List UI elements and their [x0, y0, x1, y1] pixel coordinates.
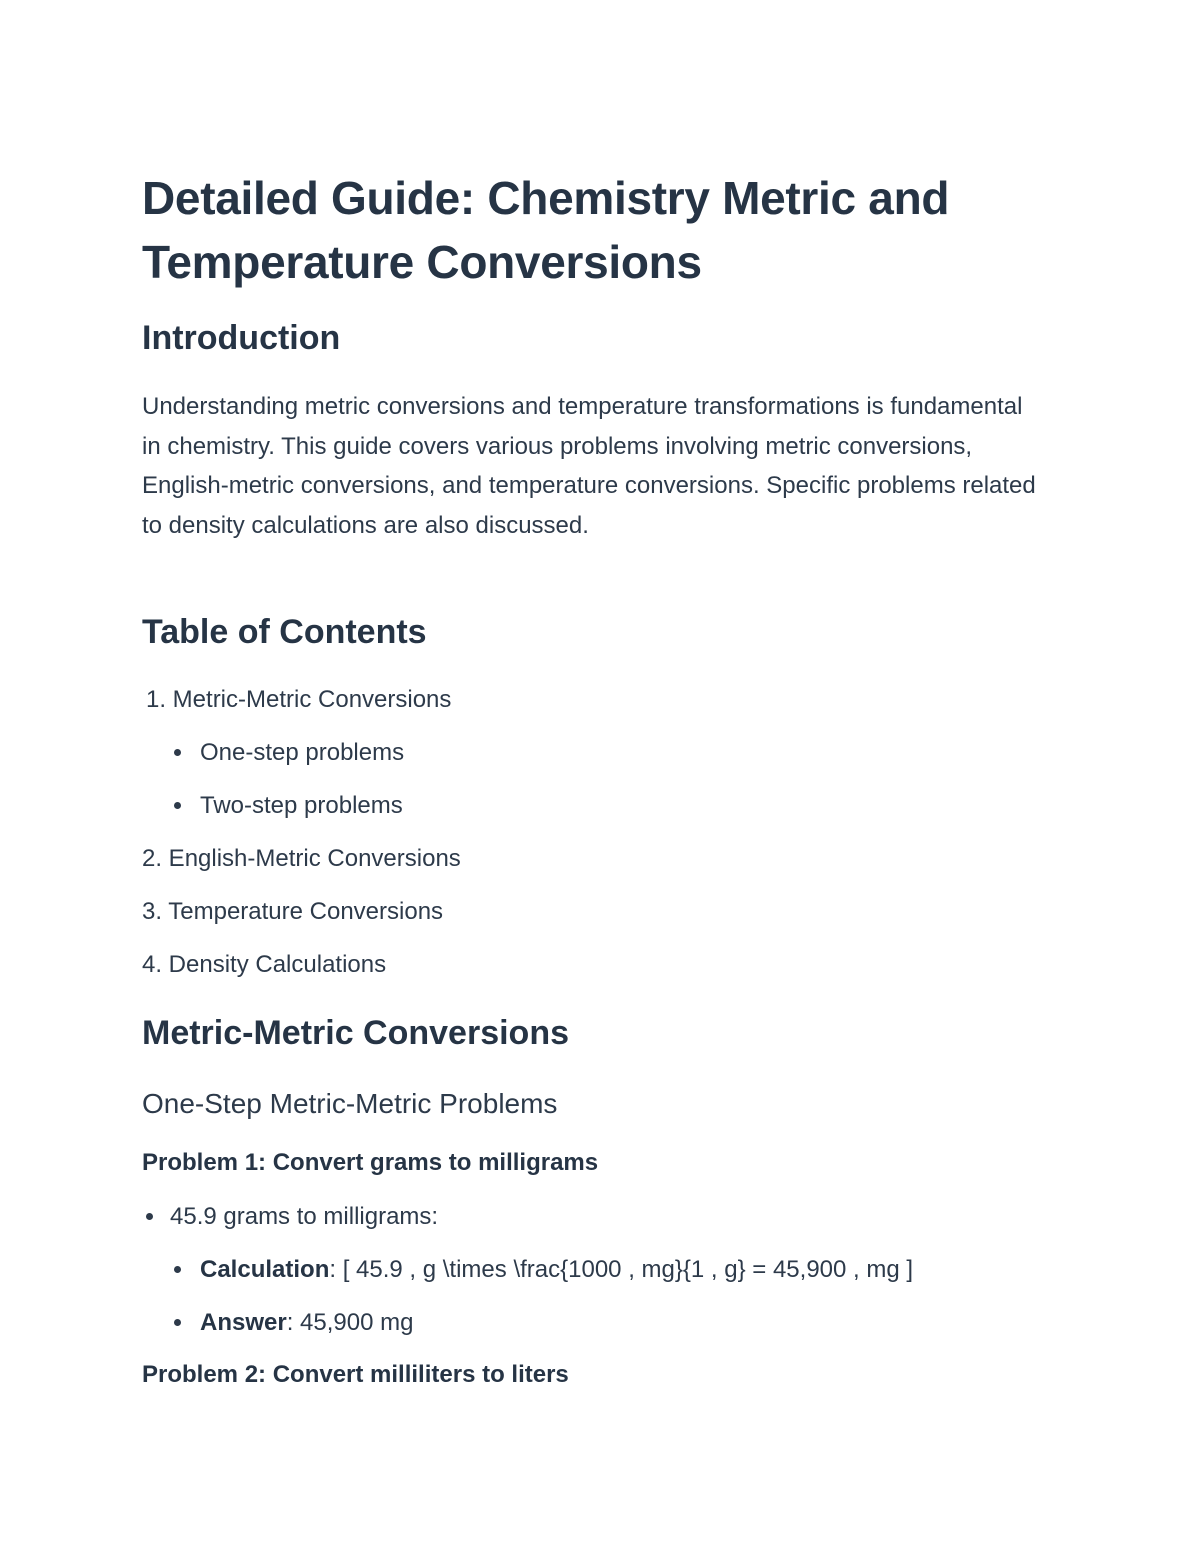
introduction-paragraph: Understanding metric conversions and temperature transformations is fundamental in chemistry. This guide covers various problems involving metric conversions, English-metric conversions, and temperature conversions. Specific problems related to density calculations are also discussed. — [142, 393, 1036, 539]
bullet-icon — [174, 802, 181, 809]
toc-item-metric-metric[interactable]: 1. Metric-Metric Conversions — [146, 686, 452, 713]
document-title: Detailed Guide: Chemistry Metric and Temperature Conversions — [142, 172, 950, 288]
problem-1-statement: 45.9 grams to milligrams: — [170, 1203, 439, 1230]
introduction-heading: Introduction — [142, 319, 341, 357]
problem-1-answer — [200, 1306, 413, 1340]
problem-2-title: Problem 2: Convert milliliters to liters — [142, 1361, 569, 1388]
bullet-icon — [174, 749, 181, 756]
toc-item-temperature[interactable]: 3. Temperature Conversions — [142, 898, 444, 925]
toc-subitem-one-step[interactable]: One-step problems — [200, 739, 405, 766]
bullet-icon — [146, 1213, 153, 1220]
toc-heading: Table of Contents — [142, 613, 427, 651]
bullet-icon — [174, 1319, 181, 1326]
one-step-subheading: One-Step Metric-Metric Problems — [142, 1088, 558, 1119]
calculation-label: Calculation — [200, 1256, 330, 1283]
toc-subitem-two-step[interactable]: Two-step problems — [200, 792, 403, 819]
problem-1-title: Problem 1: Convert grams to milligrams — [142, 1149, 599, 1176]
answer-text: : 45,900 mg — [286, 1309, 414, 1336]
calculation-text: : [ 45.9 , g \times \frac{1000 , mg}{1 , g} = 45,900 , mg ] — [329, 1256, 914, 1283]
bullet-icon — [174, 1266, 181, 1273]
answer-label: Answer — [200, 1309, 287, 1336]
toc-item-density[interactable]: 4. Density Calculations — [142, 951, 387, 978]
toc-item-english-metric[interactable]: 2. English-Metric Conversions — [142, 845, 461, 872]
metric-section-heading: Metric-Metric Conversions — [142, 1014, 569, 1052]
problem-1-calculation — [200, 1253, 913, 1287]
